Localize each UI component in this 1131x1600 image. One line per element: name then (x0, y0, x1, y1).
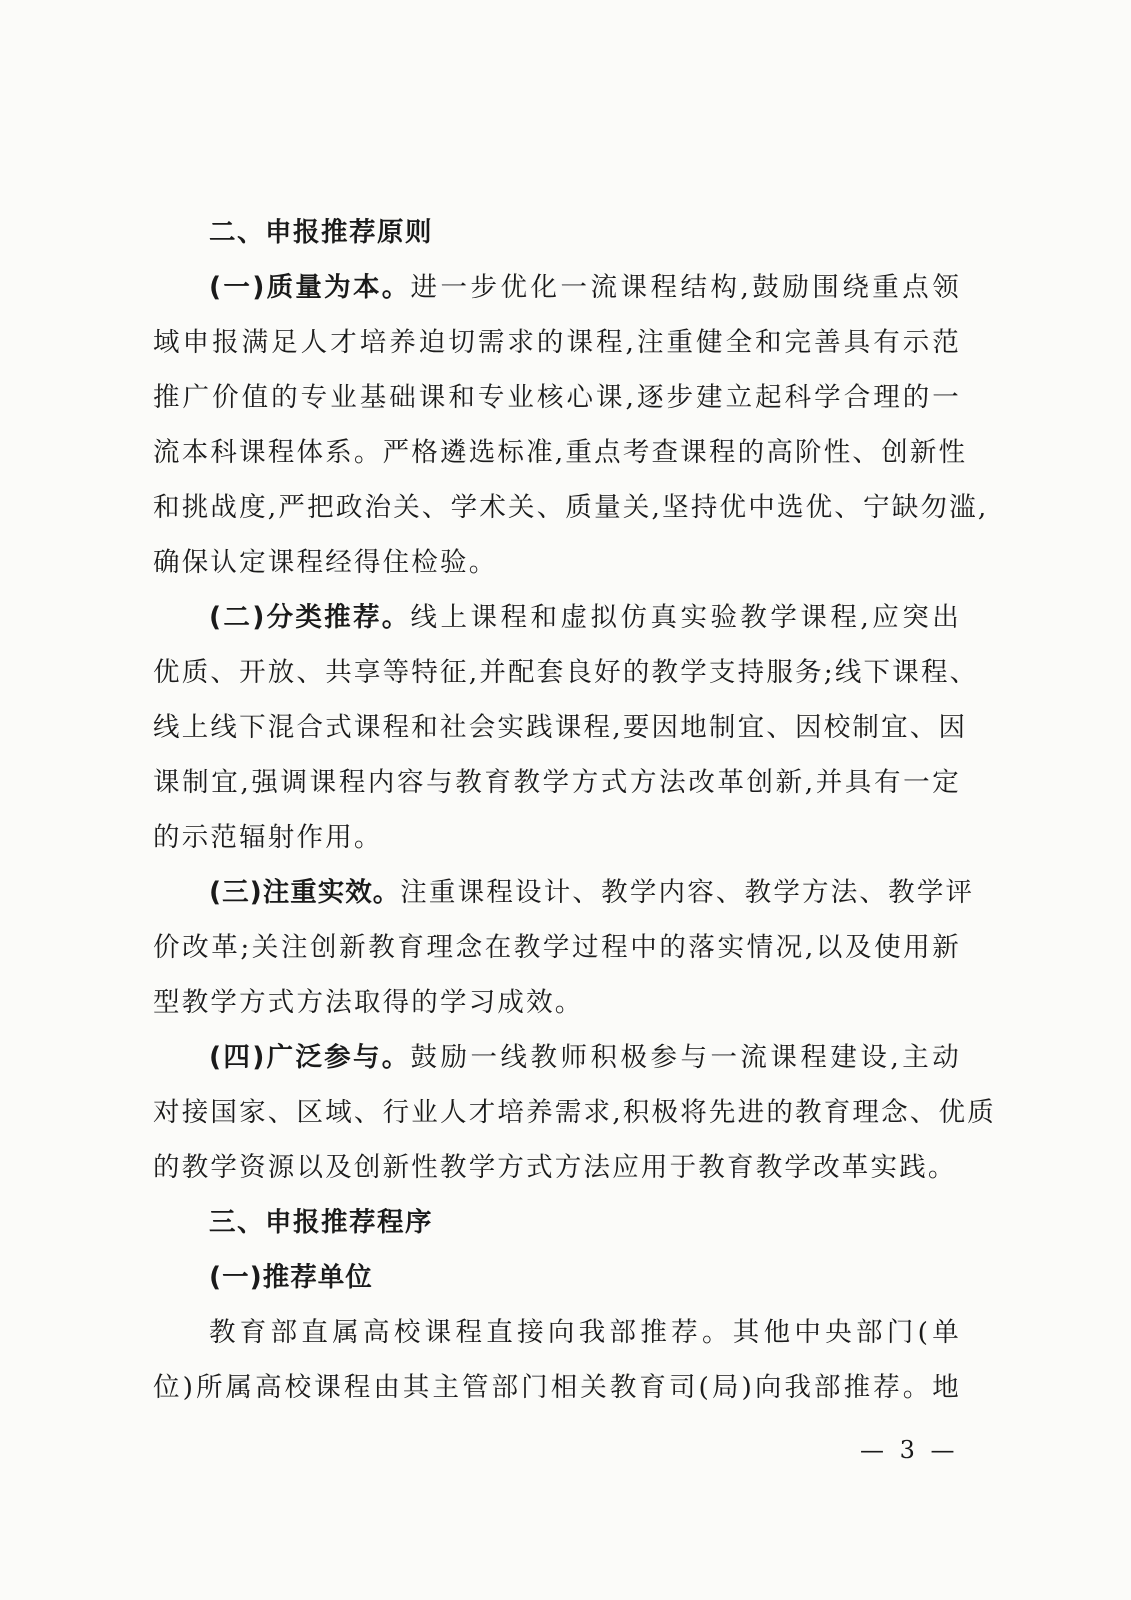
paragraph-line: 对接国家、区域、行业人才培养需求,积极将先进的教育理念、优质 (153, 1097, 996, 1128)
document-body (153, 205, 996, 1415)
paragraph-line: 进一步优化一流课程结构,鼓励围绕重点领 (410, 272, 961, 303)
paragraph-line: 教育部直属高校课程直接向我部推荐。其他中央部门(单 (209, 1317, 961, 1348)
paragraph-line: 优质、开放、共享等特征,并配套良好的教学支持服务;线下课程、 (153, 657, 979, 688)
paragraph-line: 和挑战度,严把政治关、学术关、质量关,坚持优中选优、宁缺勿滥, (153, 492, 989, 523)
paragraph-line: 推广价值的专业基础课和专业核心课,逐步建立起科学合理的一 (153, 382, 961, 413)
page-number: — 3 — (860, 1436, 959, 1464)
paragraph-participation (153, 1030, 996, 1195)
paragraph-lead: (四)广泛参与。 (209, 1042, 411, 1073)
paragraph-classification (153, 590, 979, 865)
paragraph-line: 课制宜,强调课程内容与教育教学方式方法改革创新,并具有一定 (153, 767, 961, 798)
paragraph-line: 流本科课程体系。严格遴选标准,重点考查课程的高阶性、创新性 (153, 437, 968, 468)
paragraph-quality (153, 260, 989, 590)
paragraph-line: 的示范辐射作用。 (153, 822, 383, 853)
paragraph-line: 线上课程和虚拟仿真实验教学课程,应突出 (410, 602, 961, 633)
section-heading-3: 三、申报推荐程序 (209, 1207, 433, 1238)
paragraph-line: 确保认定课程经得住检验。 (153, 547, 498, 578)
paragraph-lead: (一)质量为本。 (209, 272, 411, 303)
paragraph-lead: (三)注重实效。 (209, 877, 401, 908)
sub-heading-recommending-units: (一)推荐单位 (209, 1262, 373, 1293)
section-heading-2: 二、申报推荐原则 (209, 217, 433, 248)
paragraph-line: 价改革;关注创新教育理念在教学过程中的落实情况,以及使用新 (153, 932, 961, 963)
paragraph-line: 的教学资源以及创新性教学方式方法应用于教育教学改革实践。 (153, 1152, 957, 1183)
paragraph-lead: (二)分类推荐。 (209, 602, 411, 633)
paragraph-effectiveness (153, 865, 975, 1030)
paragraph-line: 域申报满足人才培养迫切需求的课程,注重健全和完善具有示范 (153, 327, 961, 358)
paragraph-recommending-units (153, 1305, 961, 1415)
paragraph-line: 位)所属高校课程由其主管部门相关教育司(局)向我部推荐。地 (153, 1372, 961, 1403)
paragraph-line: 注重课程设计、教学内容、教学方法、教学评 (400, 877, 975, 908)
paragraph-line: 线上线下混合式课程和社会实践课程,要因地制宜、因校制宜、因 (153, 712, 968, 743)
paragraph-line: 鼓励一线教师积极参与一流课程建设,主动 (410, 1042, 961, 1073)
paragraph-line: 型教学方式方法取得的学习成效。 (153, 987, 584, 1018)
